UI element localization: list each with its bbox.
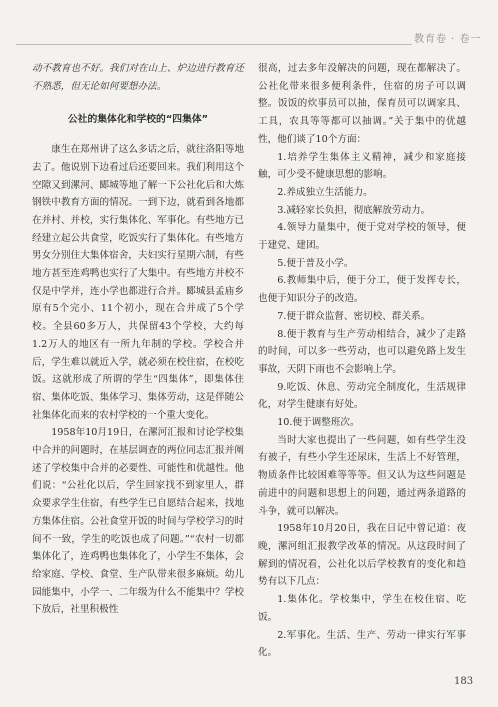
list-item: 8.便于教育与生产劳动相结合，减少了走路的时间，可以多一些劳动，也可以避免路上发生事故，天阴下雨也不会影响上学。 [258,328,466,375]
list-item: 6.教师集中后，便于分工，便于发挥专长，也便于知识分子的改造。 [258,275,466,305]
list-item: 1.集体化。学校集中，学生在校住宿、吃饭。 [258,594,466,623]
header-rule [16,44,412,45]
right-column [258,60,466,662]
quoted-passage: 动不教育也不好。我们对在山上、炉边进行教育还不熟悉，但无论如何要想办法。 [32,63,244,92]
left-column [32,60,244,619]
body-paragraph: 1958年10月20日，我在日记中曾记道：夜晚，漯河组汇报教学改革的情况。从这段时间了解到的情况看，公社化以后学校教育的变化和趋势有以下几点： [258,523,466,588]
body-paragraph: 很高，过去多年没解决的问题，现在都解决了。公社化带来很多便利条件，住宿的房子可以调整。饭饭的炊事员可以抽，保育员可以调家具、工具，农具等等都可以抽调。”关于集中的优越性，他们谈了10个方面： [258,63,466,145]
list-item: 2.养成独立生活能力。 [277,186,373,198]
section-heading: 公社的集体化和学校的“四集体” [67,114,209,126]
running-header: 教育卷 · 卷一 [414,34,482,45]
list-item: 5.便于普及小学。 [277,257,354,269]
list-item: 7.便于群众监督、密切校、群关系。 [277,310,431,322]
list-item: 9.吃饭、休息、劳动完全制度化，生活规律化，对学生健康有好处。 [258,381,466,411]
list-item: 3.减轻家长负担，彻底解放劳动力。 [277,204,431,216]
list-item: 1.培养学生集体主义精神，减少和家庭接触，可少受不健康思想的影响。 [258,151,466,181]
body-paragraph: 当时大家也提出了一些问题，如有些学生没有被子，有些小学生还尿床，生活上不好管理，物质条件比较困难等等等。但又认为这些问题是前进中的问题和思想上的问题，通过两条道路的斗争，就可以解决。 [258,434,466,517]
list-item: 10.便于调整班次。 [277,417,360,429]
body-paragraph: 1958年10月19日，在漯河汇报和讨论学校集中合并的问题时，在基层调查的两位同志汇报并阐述了学校集中合并的必要性、可能性和优越性。他们说：“公社化以后，学生回家找不到家里人，群众要求学生住宿，有些学生已自愿结合起来，找地方集体住宿。公社食堂开饭的时间与学校学习的时间不一致，学生的吃饭也成了问题。”“农村一切都集体化了，连鸡鸭也集体化了，小学生不集体，会给家庭、学校、食堂、生产队带来很多麻烦。幼儿园能集中，小学一、二年级为什么不能集中？学校下放后，社里积极性 [32,427,244,616]
list-item: 4.领导力量集中，便于党对学校的领导，便于建党、建团。 [258,222,466,252]
body-paragraph: 康生在郑州讲了这么多话之后，就往洛阳等地去了。他说别下边看过后还要回来。我们利用这个空隙又到漯河、郾城等地了解一下公社化后和大炼钢铁中教育方面的情况。一到下边，就看到各地都在并村、并校，实行集体化、军事化。有些地方已经建立起公共食堂，吃饭实行了集体化。有些地方男女分别住大集体宿舍，夫妇实行星期六制，有些地方甚至连鸡鸭也实行了大集中。有些地方并校不仅是中学并，连小学也都进行合并。郾城县孟庙乡原有5个完小、11个初小，现在合并成了5个学校。全县60多万人，共保留43个学校，大约每1.2万人的地区有一所九年制的学校。学校合并后，学生难以就近入学，就必须在校住宿，在校吃饭。这就形成了所谓的学生“四集体”，即集体住宿、集体吃饭、集体学习、集体劳动，这是伴随公社集体化而来的农村学校的一个重大变化。 [32,144,244,421]
list-item: 2.军事化。生活、生产、劳动一律实行军事化。 [258,629,466,659]
page-number: 183 [454,676,474,687]
